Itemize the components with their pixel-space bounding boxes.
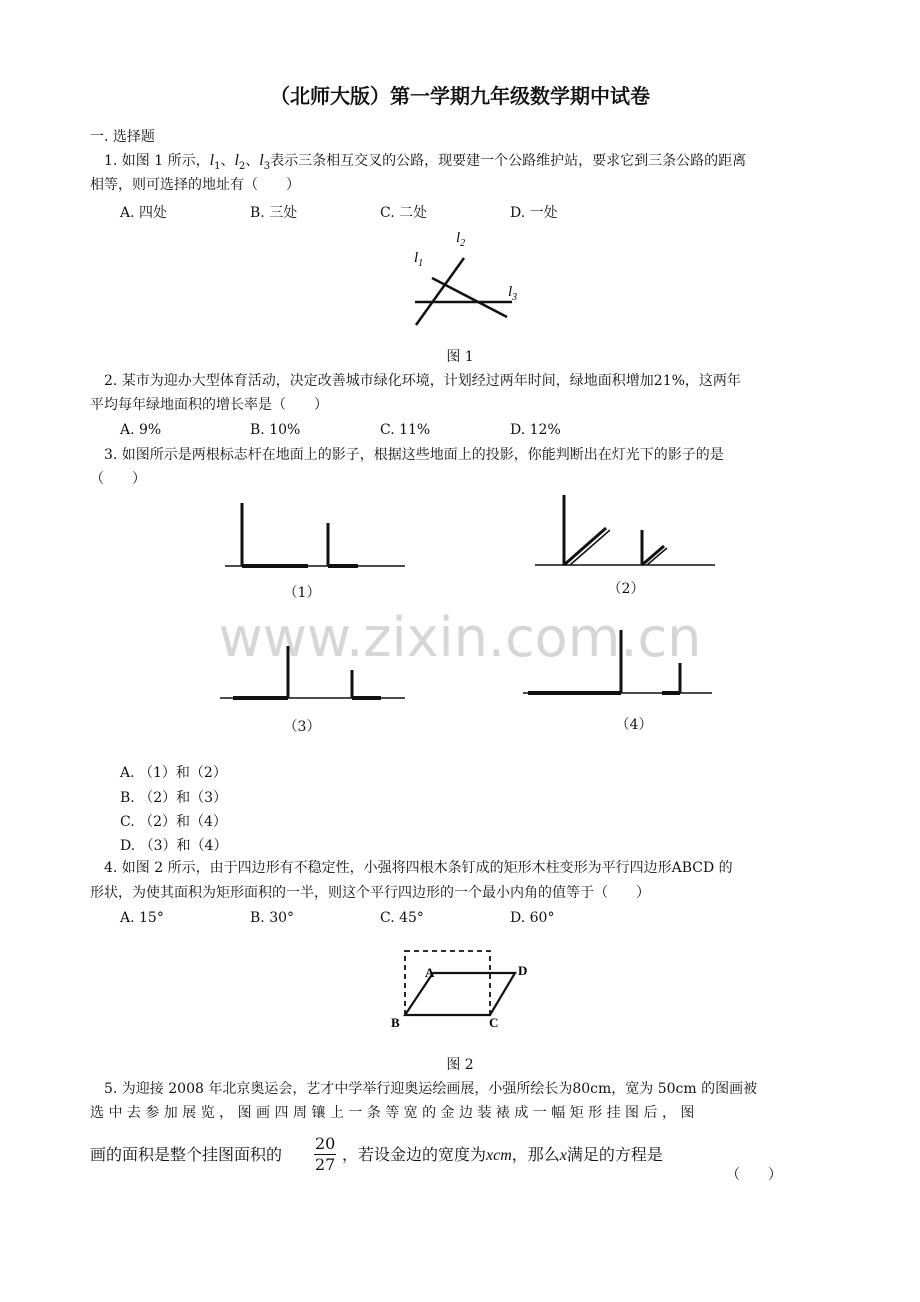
shadow-left [564, 528, 606, 565]
section-heading: 一. 选择题 [90, 129, 155, 145]
q3-line1: 3. 如图所示是两根标志杆在地面上的影子，根据这些地面上的投影，你能判断出在灯光下的影子的是 [104, 447, 724, 463]
q2-line2: 平均每年绿地面积的增长率是（ ） [90, 397, 328, 413]
shadow-right [642, 546, 664, 565]
q5-line1: 5. 为迎接 2008 年北京奥运会，艺才中学举行迎奥运绘画展，小强所绘长为80cm，宽为 50cm 的图画被 [104, 1081, 758, 1097]
shadow-figure-2 [530, 490, 720, 572]
q2-line1: 2. 某市为迎办大型体育活动，决定改善城市绿化环境，计划经过两年时间，绿地面积增加21%，这两年 [104, 373, 741, 389]
q2-option-b: B. 10% [250, 422, 301, 438]
shadow-figure-3-label: （3） [283, 719, 321, 735]
q4-option-b: B. 30° [250, 910, 295, 926]
q2-option-c: C. 11% [380, 422, 431, 438]
q4-option-a: A. 15° [120, 910, 164, 926]
q5-line3a: 画的面积是整个挂图面积的 [90, 1145, 283, 1164]
figure-1-caption: 图 1 [446, 349, 474, 365]
q4-line2: 形状，为使其面积为矩形面积的一半，则这个平行四边形的一个最小内角的值等于（ ） [90, 885, 650, 901]
shadow-left-edge [570, 530, 610, 565]
q4-line1: 4. 如图 2 所示，由于四边形有不稳定性，小强将四根木条钉成的矩形木柱变形为平行四边形ABCD 的 [104, 860, 733, 876]
q1-line2: 相等，则可选择的地址有（ ） [90, 177, 300, 193]
fraction-numerator: 20 [315, 1134, 336, 1153]
page-title: （北师大版）第一学期九年级数学期中试卷 [270, 84, 650, 108]
parallelogram-abcd [405, 973, 515, 1015]
q3-line2: （ ） [90, 471, 146, 487]
shadow-figure-1 [220, 495, 410, 575]
watermark: www.zixin.com.cn [218, 606, 702, 669]
shadow-figure-4 [520, 625, 715, 700]
label-l3: $l_3$ [508, 284, 518, 303]
fraction-denominator: 27 [315, 1155, 336, 1174]
label-l1: $l_1$ [414, 250, 424, 269]
vertex-d-label: D [518, 963, 528, 978]
fraction-20-27 [314, 1134, 336, 1175]
shadow-figure-4-label: （4） [615, 717, 653, 733]
q3-option-a: A. （1）和（2） [120, 765, 227, 781]
q4-option-c: C. 45° [380, 910, 424, 926]
q1-option-d: D. 一处 [510, 205, 558, 221]
q1-option-a: A. 四处 [120, 205, 168, 221]
q1-line1: 1. 如图 1 所示，$l_1$、$l_2$、$l_3$表示三条相互交叉的公路，现要建一个公路维护站，要求它到三条公路的距离 [104, 152, 747, 172]
q1-option-b: B. 三处 [250, 205, 298, 221]
label-l2: $l_2$ [456, 230, 466, 249]
shadow-figure-1-label: （1） [283, 585, 321, 601]
q5-line2: 选 中 去 参 加 展 览 ， 图 画 四 周 镶 上 一 条 等 宽 的 金 边 装 裱 成 一 幅 矩 形 挂 图 后 ， 图 [90, 1105, 695, 1121]
q3-option-c: C. （2）和（4） [120, 814, 227, 830]
vertex-b-label: B [391, 1015, 400, 1030]
vertex-c-label: C [489, 1015, 499, 1030]
original-rectangle [405, 951, 490, 1015]
q3-option-d: D. （3）和（4） [120, 838, 228, 854]
shadow-figure-3 [215, 638, 410, 708]
figure-2-caption: 图 2 [446, 1057, 474, 1073]
q5-answer-blank: （ ） [726, 1167, 782, 1183]
q2-option-d: D. 12% [510, 422, 561, 438]
q2-option-a: A. 9% [120, 422, 162, 438]
q3-option-b: B. （2）和（3） [120, 790, 228, 806]
vertex-a-label: A [425, 965, 435, 980]
road-l2 [432, 278, 507, 317]
q4-option-d: D. 60° [510, 910, 555, 926]
shadow-figure-2-label: （2） [607, 581, 645, 597]
figure-1-roads [400, 228, 530, 338]
q5-line3b: ，若设金边的宽度为xcm，那么x满足的方程是 [342, 1145, 663, 1164]
q1-option-c: C. 二处 [380, 205, 428, 221]
figure-2-parallelogram [385, 945, 535, 1035]
